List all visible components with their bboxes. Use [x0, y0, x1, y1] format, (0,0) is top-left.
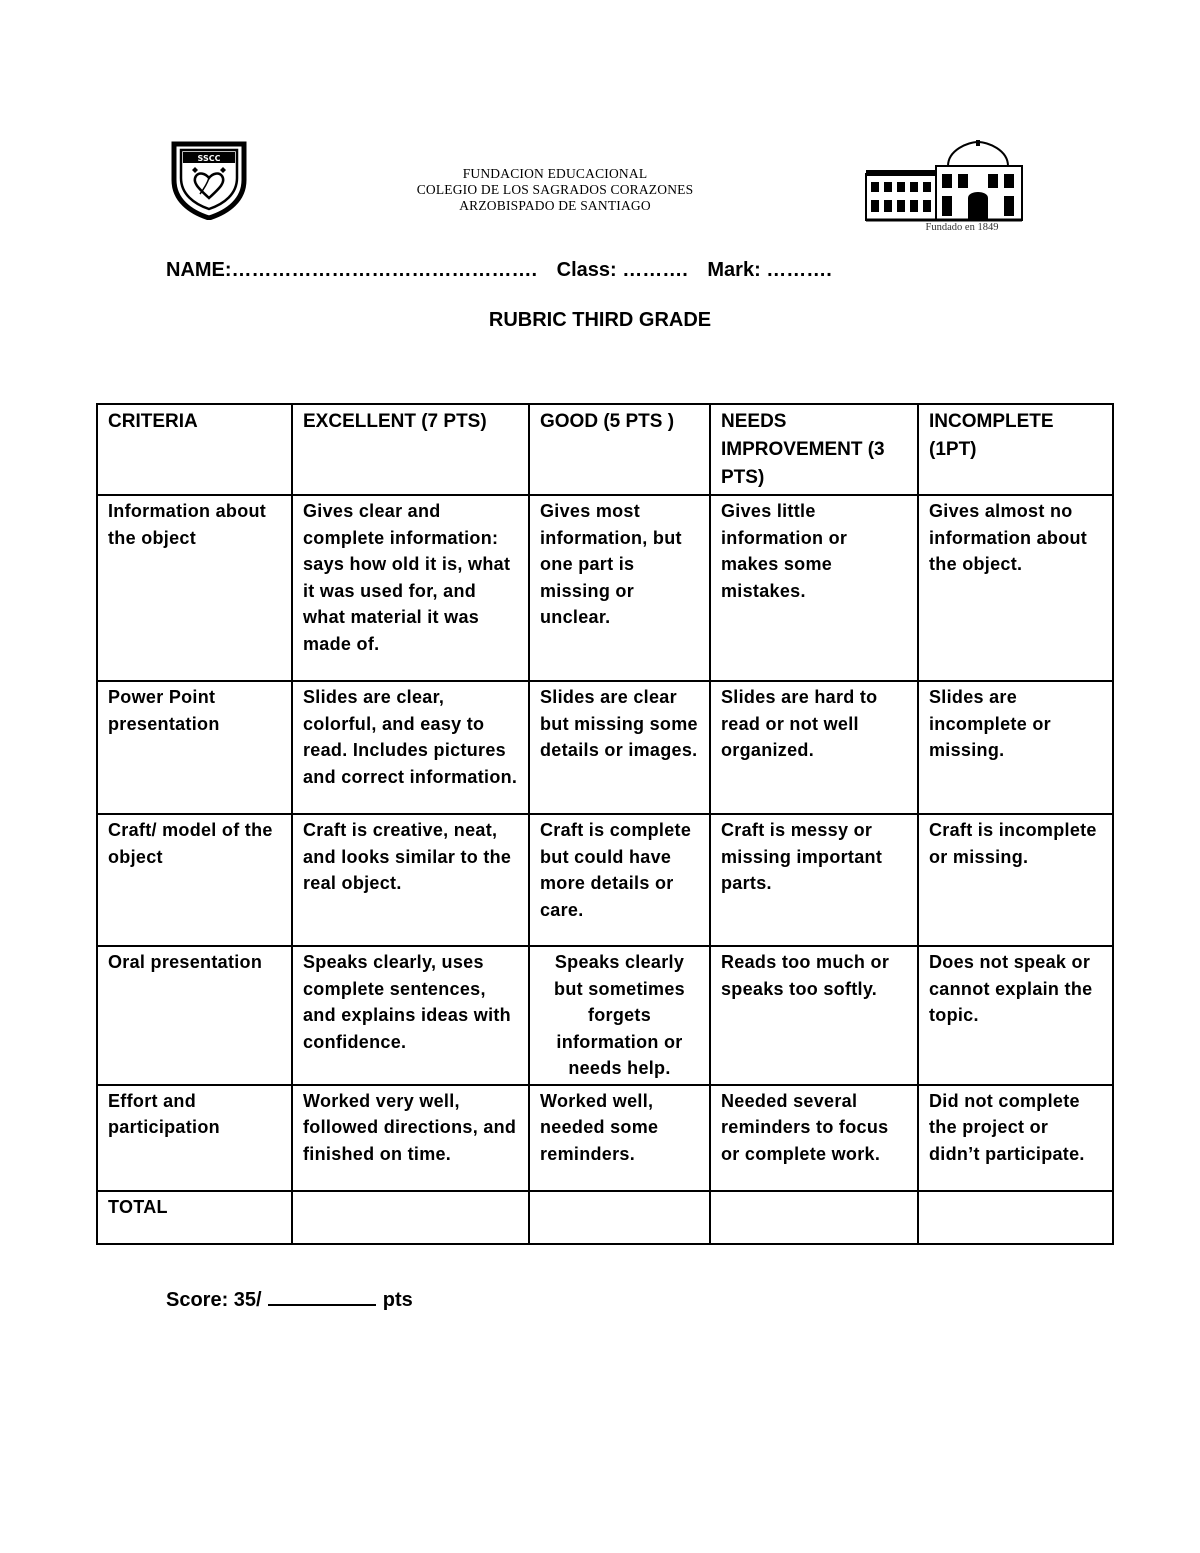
criteria-cell: Power Point presentation: [97, 681, 292, 814]
criteria-cell: Effort and participation: [97, 1085, 292, 1191]
excellent-cell: Gives clear and complete information: says how old it is, what it was used for, and what material it was made of.: [292, 495, 529, 681]
needs-improvement-cell: Slides are hard to read or not well organized.: [710, 681, 918, 814]
school-line-1: FUNDACION EDUCACIONAL: [462, 166, 648, 181]
name-field: NAME:……………………………………….: [166, 259, 538, 281]
excellent-cell: Slides are clear, colorful, and easy to read. Includes pictures and correct information.: [292, 681, 529, 814]
excellent-cell: Worked very well, followed directions, and finished on time.: [292, 1085, 529, 1191]
table-row: [97, 814, 1113, 946]
header-criteria: CRITERIA: [97, 404, 292, 495]
header-excellent: EXCELLENT (7 PTS): [292, 404, 529, 495]
criteria-cell: Information about the object: [97, 495, 292, 681]
score-suffix: pts: [382, 1289, 413, 1311]
score-line: [166, 1286, 413, 1312]
school-line-3: ARZOBISPADO DE SANTIAGO: [459, 198, 651, 213]
good-cell: Speaks clearly but sometimes forgets information or needs help.: [529, 946, 710, 1085]
good-cell: Craft is complete but could have more details or care.: [529, 814, 710, 946]
needs-improvement-cell: Reads too much or speaks too softly.: [710, 946, 918, 1085]
document-title: RUBRIC THIRD GRADE: [488, 309, 712, 331]
student-info-line: [166, 259, 846, 282]
score-prefix: Score: 35/: [166, 1289, 262, 1311]
rubric-table: [96, 403, 1114, 1245]
total-incomplete-cell: [918, 1191, 1113, 1244]
founded-caption: Fundado en 1849: [925, 222, 999, 233]
class-field: Class: ……….: [556, 259, 688, 281]
criteria-cell: Craft/ model of the object: [97, 814, 292, 946]
table-row: [97, 946, 1113, 1085]
good-cell: Slides are clear but missing some details or images.: [529, 681, 710, 814]
incomplete-cell: Does not speak or cannot explain the topic.: [918, 946, 1113, 1085]
table-header-row: [97, 404, 1113, 495]
good-cell: Gives most information, but one part is missing or unclear.: [529, 495, 710, 681]
school-crest-logo: [170, 140, 248, 220]
svg-text:SSCC: SSCC: [197, 154, 221, 163]
excellent-cell: Speaks clearly, uses complete sentences, and explains ideas with confidence.: [292, 946, 529, 1085]
incomplete-cell: Craft is incomplete or missing.: [918, 814, 1113, 946]
total-excellent-cell: [292, 1191, 529, 1244]
incomplete-cell: Did not complete the project or didn’t participate.: [918, 1085, 1113, 1191]
header-incomplete: INCOMPLETE (1PT): [918, 404, 1113, 495]
score-blank: [268, 1286, 376, 1306]
good-cell: Worked well, needed some reminders.: [529, 1085, 710, 1191]
total-good-cell: [529, 1191, 710, 1244]
table-row: [97, 495, 1113, 681]
table-row: [97, 681, 1113, 814]
table-row: [97, 1085, 1113, 1191]
incomplete-cell: Gives almost no information about the object.: [918, 495, 1113, 681]
total-row: [97, 1191, 1113, 1244]
needs-improvement-cell: Needed several reminders to focus or complete work.: [710, 1085, 918, 1191]
excellent-cell: Craft is creative, neat, and looks similar to the real object.: [292, 814, 529, 946]
needs-improvement-cell: Gives little information or makes some mistakes.: [710, 495, 918, 681]
header-needs-improvement: NEEDS IMPROVEMENT (3 PTS): [710, 404, 918, 495]
total-label: TOTAL: [97, 1191, 292, 1244]
header-good: GOOD (5 PTS ): [529, 404, 710, 495]
criteria-cell: Oral presentation: [97, 946, 292, 1085]
school-header: [380, 166, 730, 214]
incomplete-cell: Slides are incomplete or missing.: [918, 681, 1113, 814]
mark-field: Mark: ……….: [707, 259, 832, 281]
school-line-2: COLEGIO DE LOS SAGRADOS CORAZONES: [416, 182, 694, 197]
needs-improvement-cell: Craft is messy or missing important parts.: [710, 814, 918, 946]
total-needs-improvement-cell: [710, 1191, 918, 1244]
